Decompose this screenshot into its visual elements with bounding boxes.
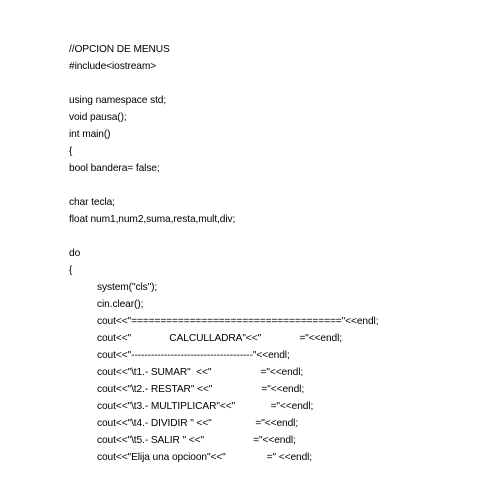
code-line: do xyxy=(69,248,81,259)
code-line: cout<<"-------------------------------------"<<endl; xyxy=(97,350,290,361)
code-line: using namespace std; xyxy=(69,95,167,106)
code-line: cout<<"\t3.- MULTIPLICAR"<<" ="<<endl; xyxy=(97,401,314,412)
code-line: void pausa(); xyxy=(69,112,127,123)
code-line: system("cls"); xyxy=(97,282,158,293)
blank-line xyxy=(69,177,479,194)
code-line: char tecla; xyxy=(69,197,115,208)
code-line: { xyxy=(69,146,73,157)
code-line: //OPCION DE MENUS xyxy=(69,44,170,55)
code-line: cout<<"\t4.- DIVIDIR " <<" ="<<endl; xyxy=(97,418,299,429)
code-listing xyxy=(69,41,479,466)
code-line: #include<iostream> xyxy=(69,61,157,72)
code-line: cout<<"Elija una opcioon"<<" =" <<endl; xyxy=(97,452,313,463)
code-line: { xyxy=(69,265,73,276)
code-line: float num1,num2,suma,resta,mult,div; xyxy=(69,214,236,225)
code-line: bool bandera= false; xyxy=(69,163,160,174)
blank-line xyxy=(69,75,479,92)
code-line: cout<<"\t2.- RESTAR" <<" ="<<endl; xyxy=(97,384,305,395)
code-line: cout<<"\t5.- SALIR " <<" ="<<endl; xyxy=(97,435,296,446)
code-line: cin.clear(); xyxy=(97,299,144,310)
code-line: int main() xyxy=(69,129,111,140)
code-line: cout<<"\t1.- SUMAR" <<" ="<<endl; xyxy=(97,367,304,378)
blank-line xyxy=(69,228,479,245)
code-line: cout<<"===================================="<<endl; xyxy=(97,316,379,327)
code-line: cout<<" CALCULLADRA"<<" ="<<endl; xyxy=(97,333,342,344)
